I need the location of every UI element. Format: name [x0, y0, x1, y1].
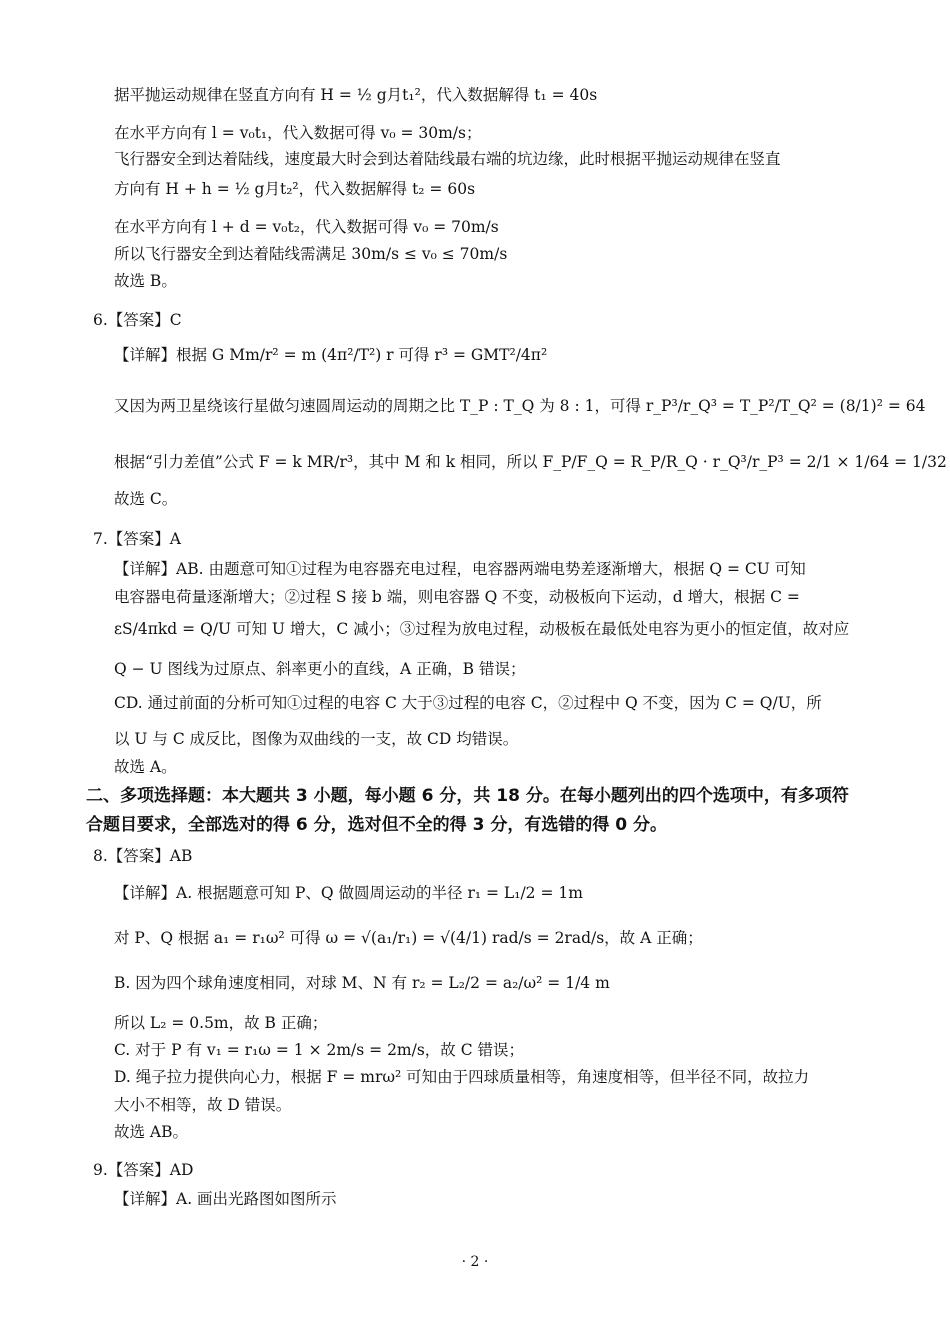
page-number: · 2 · — [461, 1254, 489, 1270]
text-line: CD. 通过前面的分析可知①过程的电容 C 大于③过程的电容 C，②过程中 Q 不变，因为 C = Q/U，所 — [114, 694, 822, 712]
text-line: 据平抛运动规律在竖直方向有 H = ½ g月t₁²，代入数据解得 t₁ = 40s — [114, 86, 598, 104]
text-line: εS/4πkd = Q/U 可知 U 增大，C 减小；③过程为放电过程，动极板在最低处电容为更小的恒定值，故对应 — [114, 620, 850, 638]
section-heading-line: 二、多项选择题：本大题共 3 小题，每小题 6 分，共 18 分。在每小题列出的四个选项中，有多项符 — [86, 786, 849, 806]
text-line: 飞行器安全到达着陆线，速度最大时会到达着陆线最右端的坑边缘，此时根据平抛运动规律在竖直 — [114, 150, 781, 168]
text-line: 在水平方向有 l + d = v₀t₂，代入数据可得 v₀ = 70m/s — [114, 218, 499, 236]
text-line: 又因为两卫星绕该行星做匀速圆周运动的周期之比 T_P : T_Q 为 8 : 1，可得 r_P³/r_Q³ = T_P²/T_Q² = (8/1)² = 64 — [114, 397, 926, 415]
text-line: 以 U 与 C 成反比，图像为双曲线的一支，故 CD 均错误。 — [114, 730, 519, 748]
text-line: 所以 L₂ = 0.5m，故 B 正确； — [114, 1014, 328, 1032]
text-line: 所以飞行器安全到达着陆线需满足 30m/s ≤ v₀ ≤ 70m/s — [114, 245, 508, 263]
text-line: C. 对于 P 有 v₁ = r₁ω = 1 × 2m/s = 2m/s，故 C 错误； — [114, 1041, 525, 1059]
text-line: 方向有 H + h = ½ g月t₂²，代入数据解得 t₂ = 60s — [114, 180, 476, 198]
text-line: Q − U 图线为过原点、斜率更小的直线，A 正确，B 错误； — [114, 660, 526, 678]
text-line: D. 绳子拉力提供向心力，根据 F = mrω² 可知由于四球质量相等，角速度相等，但半径不同，故拉力 — [114, 1068, 810, 1086]
answer-heading-line: 6.【答案】C — [93, 311, 182, 329]
text-line: 故选 AB。 — [114, 1123, 189, 1141]
text-line: 【详解】A. 画出光路图如图所示 — [114, 1190, 337, 1208]
text-line: 故选 C。 — [114, 490, 178, 508]
text-line: 根据“引力差值”公式 F = k MR/r³，其中 M 和 k 相同，所以 F_P/F_Q = R_P/R_Q · r_Q³/r_P³ = 2/1 × 1/64 = 1/32 — [114, 453, 947, 471]
text-line: 在水平方向有 l = v₀t₁，代入数据可得 v₀ = 30m/s； — [114, 124, 482, 142]
answer-heading-line: 7.【答案】A — [93, 530, 181, 548]
text-line: 【详解】根据 G Mm/r² = m (4π²/T²) r 可得 r³ = GMT²/4π² — [114, 346, 548, 364]
text-line: 故选 A。 — [114, 758, 177, 776]
text-line: 【详解】AB. 由题意可知①过程为电容器充电过程，电容器两端电势差逐渐增大，根据 Q = CU 可知 — [114, 560, 806, 578]
answer-heading-line: 9.【答案】AD — [93, 1161, 194, 1179]
answer-heading-line: 8.【答案】AB — [93, 847, 193, 865]
text-line: 故选 B。 — [114, 272, 177, 290]
text-line: 电容器电荷量逐渐增大；②过程 S 接 b 端，则电容器 Q 不变，动极板向下运动，d 增大，根据 C = — [114, 588, 800, 606]
section-heading-line: 合题目要求，全部选对的得 6 分，选对但不全的得 3 分，有选错的得 0 分。 — [86, 815, 667, 835]
text-line: 对 P、Q 根据 a₁ = r₁ω² 可得 ω = √(a₁/r₁) = √(4/1) rad/s = 2rad/s，故 A 正确； — [114, 929, 703, 947]
text-line: 【详解】A. 根据题意可知 P、Q 做圆周运动的半径 r₁ = L₁/2 = 1m — [114, 884, 583, 902]
text-line: B. 因为四个球角速度相同，对球 M、N 有 r₂ = L₂/2 = a₂/ω² = 1/4 m — [114, 974, 610, 992]
text-line: 大小不相等，故 D 错误。 — [114, 1096, 292, 1114]
